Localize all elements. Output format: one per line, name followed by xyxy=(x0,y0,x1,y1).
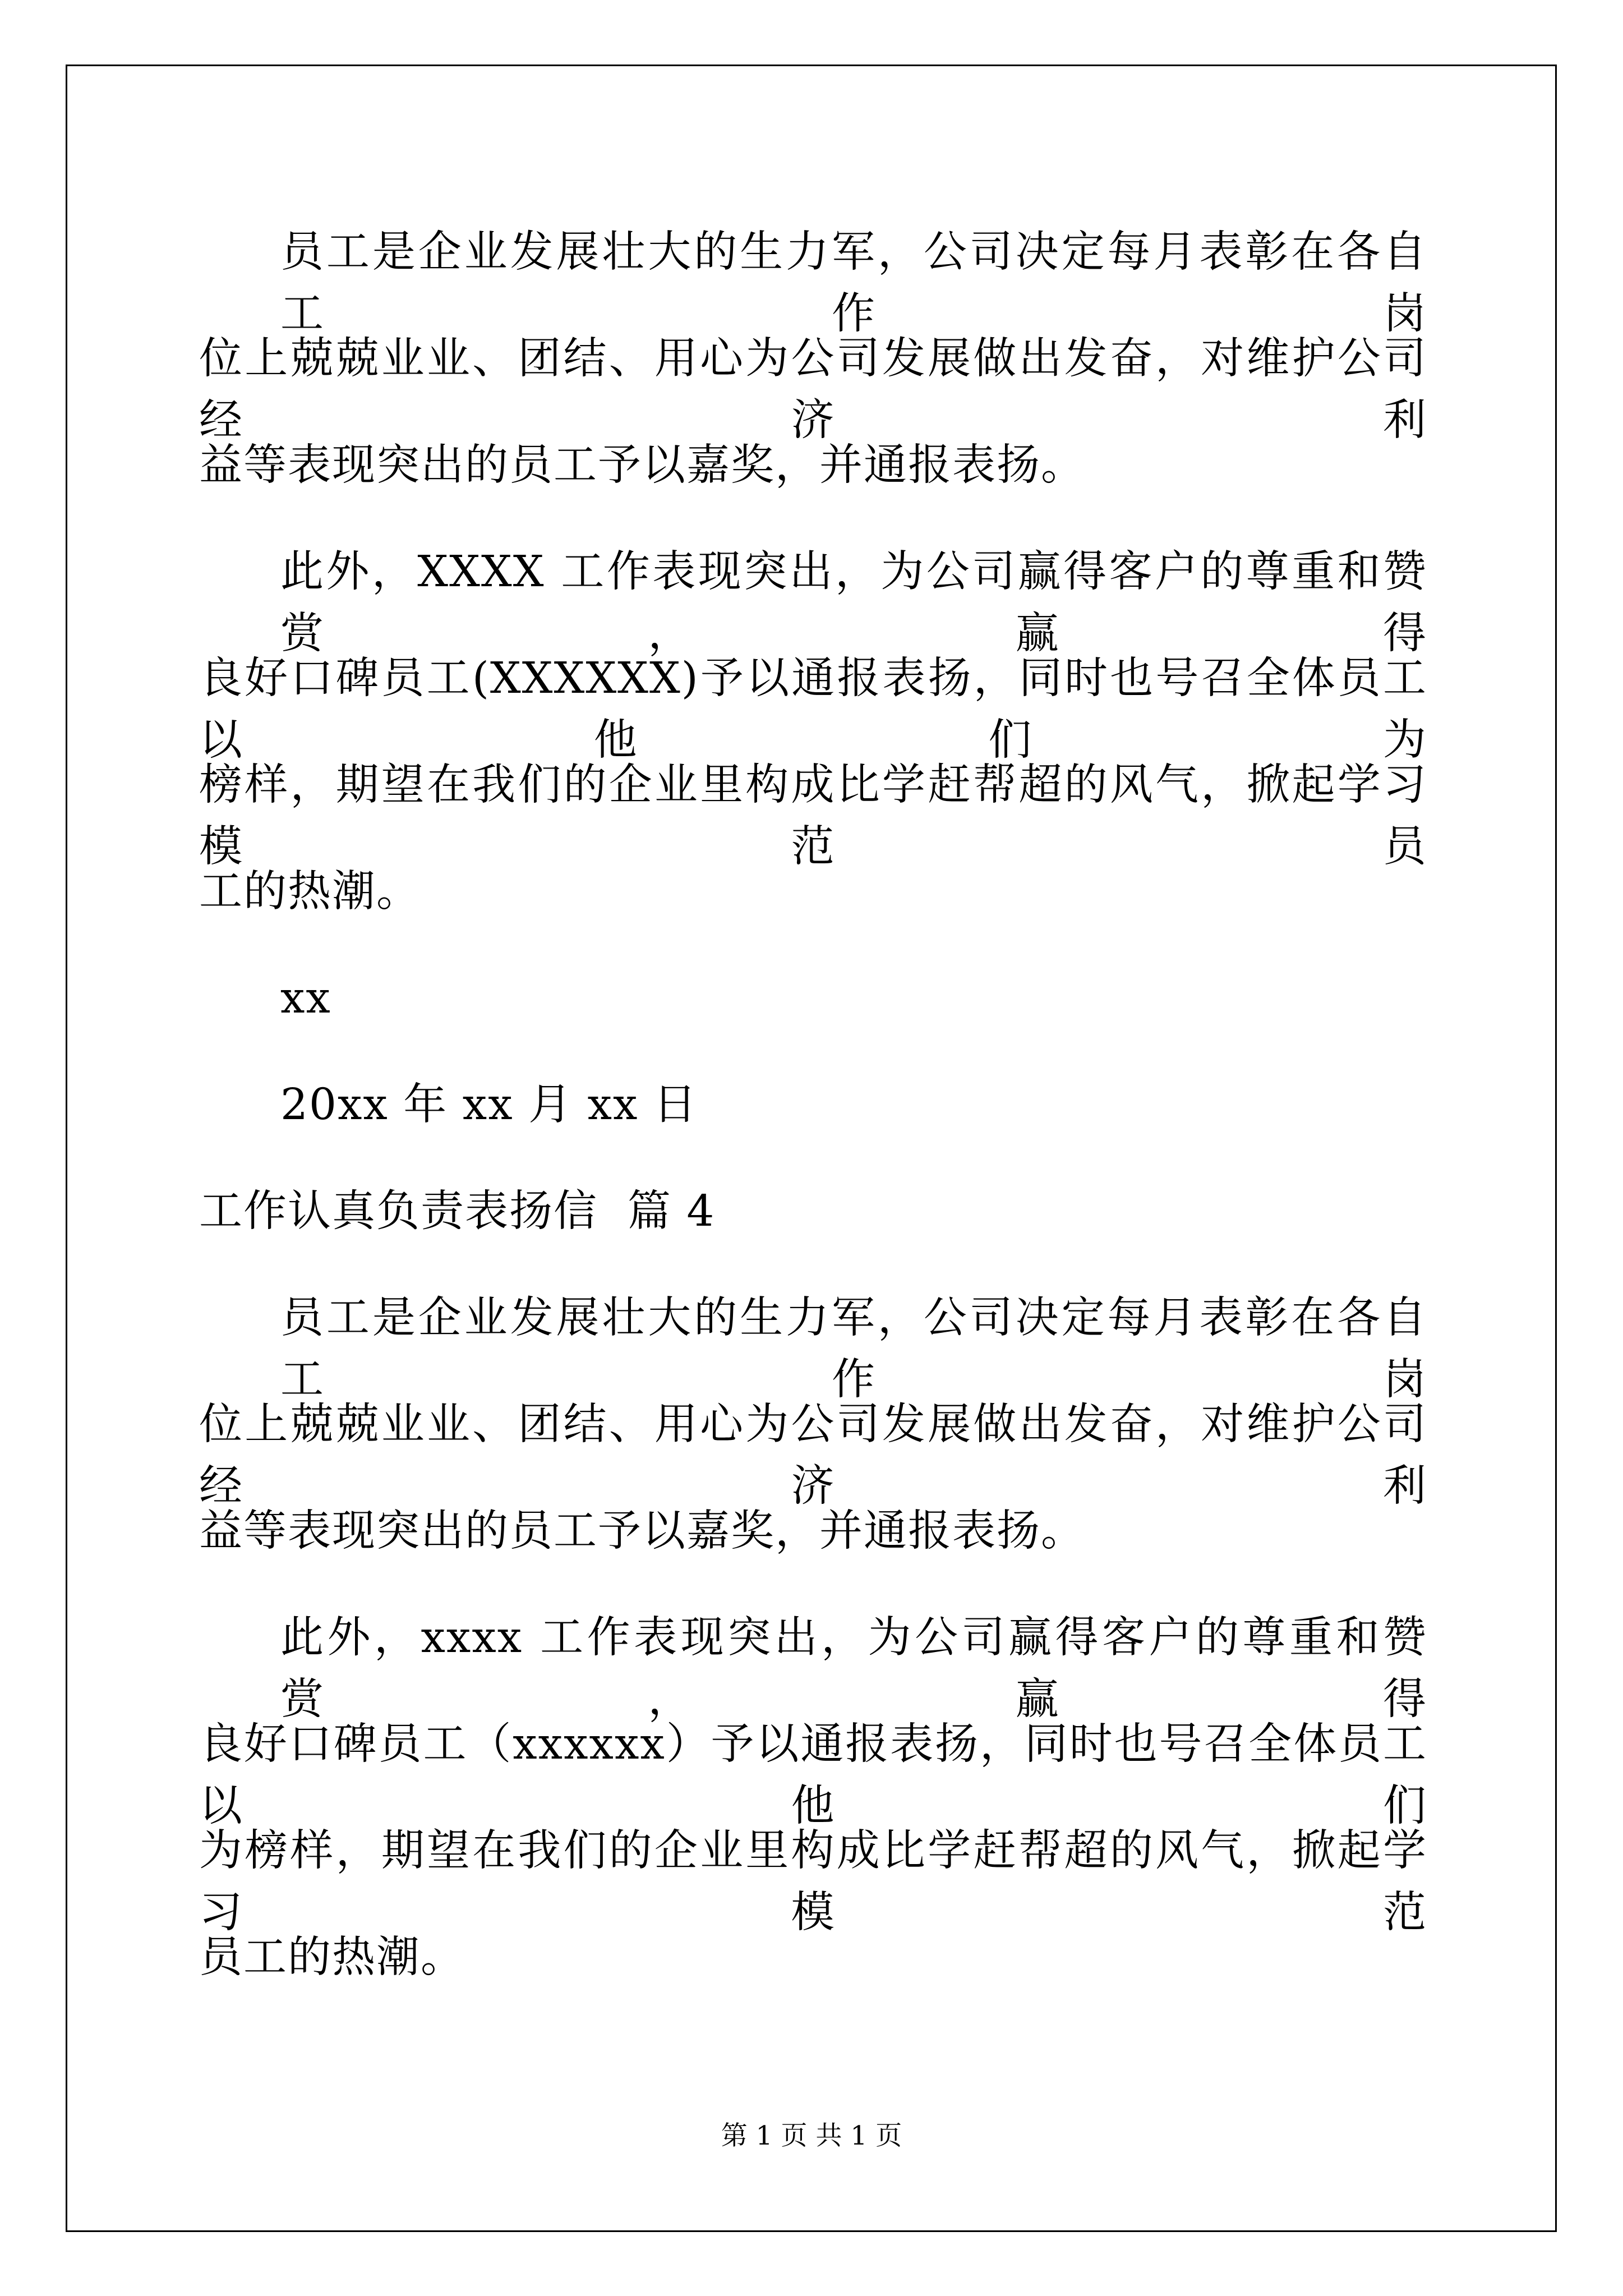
paragraph-1-line-3: 益等表现突出的员工予以嘉奖，并通报表扬。 xyxy=(199,440,1085,490)
section-heading: 工作认真负责表扬信 篇 4 xyxy=(199,1186,716,1236)
paragraph-4-line-2: 良好口碑员工（xxxxxx）予以通报表扬，同时也号召全体员工以他们 xyxy=(199,1719,1427,1831)
paragraph-2-line-2: 良好口碑员工(XXXXXX)予以通报表扬，同时也号召全体员工以他们为 xyxy=(199,654,1427,765)
paragraph-4-line-3: 为榜样，期望在我们的企业里构成比学赶帮超的风气，掀起学习模范 xyxy=(199,1826,1427,1938)
paragraph-3-line-3: 益等表现突出的员工予以嘉奖，并通报表扬。 xyxy=(199,1506,1085,1556)
paragraph-3-line-1: 员工是企业发展壮大的生力军，公司决定每月表彰在各自工作岗 xyxy=(280,1293,1427,1405)
paragraph-2-line-1: 此外，XXXX 工作表现突出，为公司赢得客户的尊重和赞赏，赢得 xyxy=(280,547,1427,659)
paragraph-4-line-1: 此外，xxxx 工作表现突出，为公司赢得客户的尊重和赞赏，赢得 xyxy=(280,1613,1427,1724)
paragraph-3-line-2: 位上兢兢业业、团结、用心为公司发展做出发奋，对维护公司经济利 xyxy=(199,1400,1427,1511)
signature-name: xx xyxy=(280,973,331,1023)
paragraph-2-line-4: 工的热潮。 xyxy=(199,867,421,917)
paragraph-1-line-1: 员工是企业发展壮大的生力军，公司决定每月表彰在各自工作岗 xyxy=(280,227,1427,339)
paragraph-4-line-4: 员工的热潮。 xyxy=(199,1932,465,1982)
paragraph-2-line-3: 榜样，期望在我们的企业里构成比学赶帮超的风气，掀起学习模范员 xyxy=(199,760,1427,872)
page-footer: 第 1 页 共 1 页 xyxy=(721,2120,902,2151)
paragraph-1-line-2: 位上兢兢业业、团结、用心为公司发展做出发奋，对维护公司经济利 xyxy=(199,334,1427,445)
signature-date: 20xx 年 xx 月 xx 日 xyxy=(280,1080,698,1130)
